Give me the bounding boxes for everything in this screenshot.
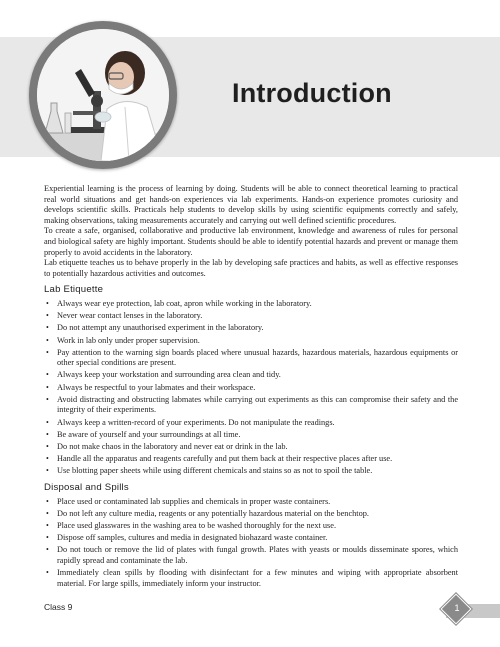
list-item: • Always keep your workstation and surrounding area clean and tidy. xyxy=(44,370,458,381)
list-item: • Dispose off samples, cultures and media in designated biohazard waste container. xyxy=(44,533,458,544)
intro-paragraph: Lab etiquette teaches us to behave properly in the lab by developing safe practices and habits, as well as effective responses to potentially hazardous activities and outcomes. xyxy=(44,258,458,278)
page-title: Introduction xyxy=(232,78,392,108)
disposal-list xyxy=(44,497,458,590)
intro-paragraph: To create a safe, organised, collaborative and productive lab environment, knowledge and awareness of rules for personal and biological safety are highly important. Students should be able to identify potential hazards and prevent or manage them properly to avoid accidents in the laboratory. xyxy=(44,226,458,257)
intro-paragraph: Experiential learning is the process of learning by doing. Students will be able to connect theoretical learning to practical real world situations and get hands-on experiences via lab experiments. Hands-on experience promotes curiosity and develops scientific skills. Practicals help students to develop skills by using scientific equipments correctly and safely, making observations, taking measurements accurately and carrying out well defined scientific procedures. xyxy=(44,184,458,225)
list-item: • Pay attention to the warning sign boards placed where unusual hazards, hazardous materials, hazardous equipments or other special conditions are present. xyxy=(44,348,458,369)
main-content xyxy=(44,184,458,591)
list-item: • Always wear eye protection, lab coat, apron while working in the laboratory. xyxy=(44,299,458,310)
list-item: • Work in lab only under proper supervision. xyxy=(44,336,458,347)
list-item: • Use blotting paper sheets while using different chemicals and stains so as not to spoil the table. xyxy=(44,466,458,477)
footer-class-label: Class 9 xyxy=(44,602,73,612)
page-number: 1 xyxy=(454,603,460,613)
list-item: • Do not make chaos in the laboratory and never eat or drink in the lab. xyxy=(44,442,458,453)
list-item: • Never wear contact lenses in the laboratory. xyxy=(44,311,458,322)
scientist-microscope-image xyxy=(37,29,169,161)
lab-etiquette-list xyxy=(44,299,458,477)
list-item: • Immediately clean spills by flooding with disinfectant for a few minutes and wiping with appropriate absorbent material. For large spills, immediately inform your instructor. xyxy=(44,568,458,589)
section-heading-lab-etiquette: Lab Etiquette xyxy=(44,284,104,296)
list-item: • Handle all the apparatus and reagents carefully and put them back at their respective places after use. xyxy=(44,454,458,465)
list-item: • Place used or contaminated lab supplies and chemicals in proper waste containers. xyxy=(44,497,458,508)
list-item: • Place used glasswares in the washing area to be washed thoroughly for the next use. xyxy=(44,521,458,532)
header-photo-frame xyxy=(29,21,177,169)
list-item: • Do not attempt any unauthorised experiment in the laboratory. xyxy=(44,323,458,334)
list-item: • Always be respectful to your labmates and their workspace. xyxy=(44,383,458,394)
list-item: • Avoid distracting and obstructing labmates while carrying out experiments as this can compromise their safety and the integrity of their experiments. xyxy=(44,395,458,416)
list-item: • Always keep a written-record of your experiments. Do not manipulate the readings. xyxy=(44,418,458,429)
list-item: • Be aware of yourself and your surroundings at all time. xyxy=(44,430,458,441)
section-heading-disposal: Disposal and Spills xyxy=(44,481,129,493)
list-item: • Do not left any culture media, reagents or any potentially hazardous material on the benchtop. xyxy=(44,509,458,520)
list-item: • Do not touch or remove the lid of plates with fungal growth. Plates with yeasts or moulds disseminate spores, which rapidly spread and contaminate the lab. xyxy=(44,545,458,566)
